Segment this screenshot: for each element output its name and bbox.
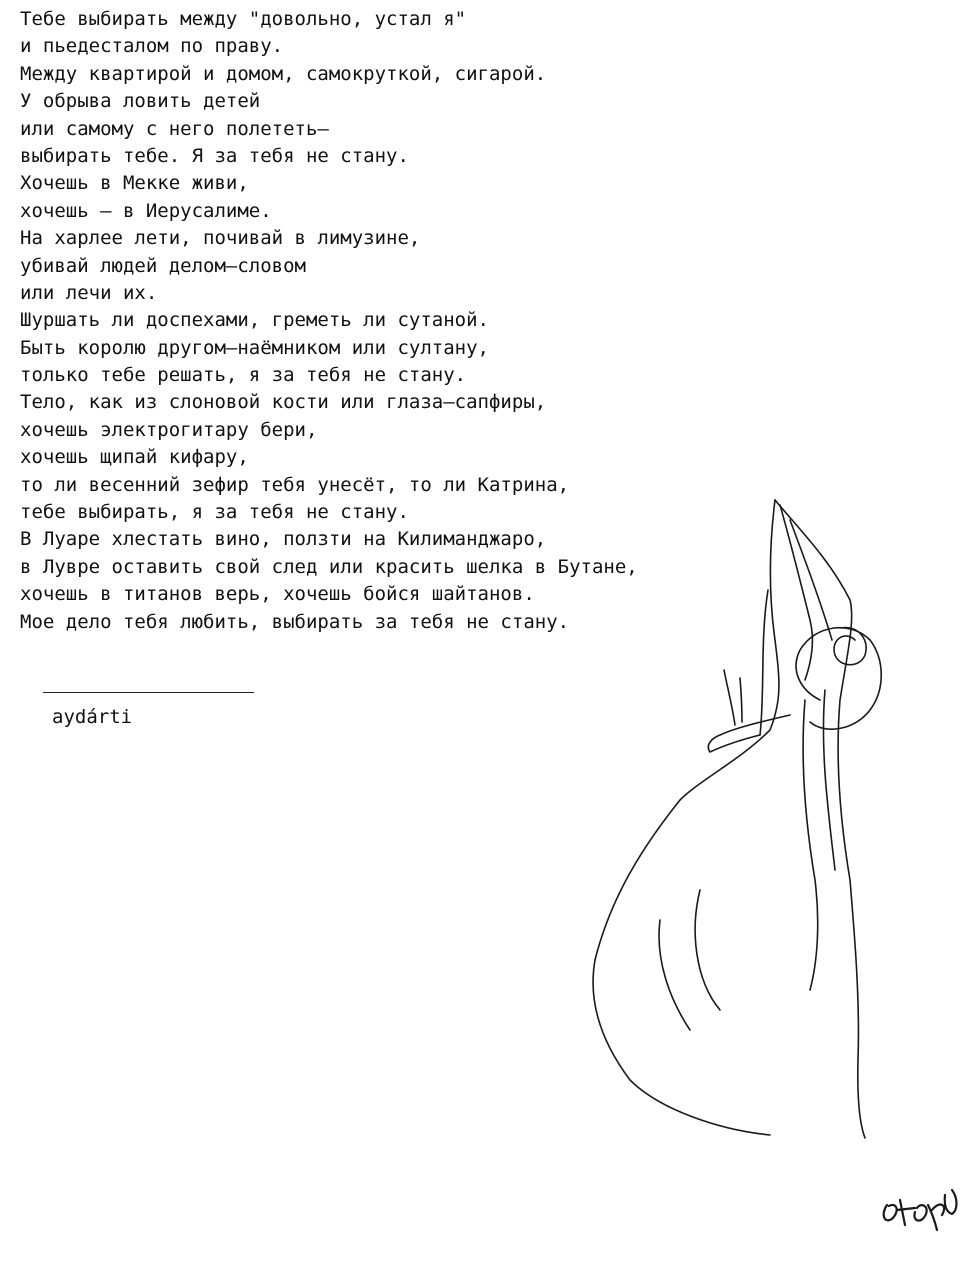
finger-joint-line-2: [823, 690, 835, 870]
poem-line: Тебе выбирать между "довольно, устал я": [20, 8, 467, 30]
poem-line: хочешь электрогитару бери,: [20, 418, 318, 441]
poem-line: хочешь в титанов верь, хочешь бойся шайтанов.: [20, 583, 535, 606]
finger-joint-line-3: [695, 890, 720, 1010]
poem-line: выбирать тебе. Я за тебя не стану.: [20, 144, 409, 167]
poem-line: Тело, как из слоновой кости или глаза–сапфиры,: [20, 391, 547, 414]
poem-line: Между квартирой и домом, самокруткой, сигарой.: [20, 62, 547, 85]
poem-line: хочешь – в Иерусалиме.: [20, 199, 272, 222]
poem-line: или самому с него полететь–: [20, 117, 329, 140]
poem-line: Хочешь в Мекке живи,: [20, 172, 249, 195]
poem-line: или лечи их.: [20, 281, 158, 304]
poem-line: тебе выбирать, я за тебя не стану.: [20, 501, 409, 524]
poem-line: В Луаре хлестать вино, ползти на Килиманджаро,: [20, 528, 547, 551]
poem-line: хочешь щипай кифару,: [20, 446, 249, 469]
snail-body: [708, 715, 790, 752]
poem-line: и пьедесталом по праву.: [20, 35, 284, 58]
poem-line: в Лувре оставить свой след или красить шелка в Бутане,: [20, 555, 638, 578]
poem-line: только тебе решать, я за тебя не стану.: [20, 364, 467, 387]
finger-joint-line-1: [803, 700, 818, 990]
poem-line: то ли весенний зефир тебя унесёт, то ли Катрина,: [20, 473, 570, 496]
snail-shell-outer: [796, 628, 881, 730]
poem-text: [20, 6, 940, 636]
finger-joint-line-4: [659, 920, 690, 1030]
poem-line: У обрыва ловить детей: [20, 90, 261, 113]
poem-line: Быть королю другом–наёмником или султану,: [20, 336, 489, 359]
poem-line: убивай людей делом–словом: [20, 254, 306, 277]
poem-line: На харлее лети, почивай в лимузине,: [20, 227, 421, 250]
snail-antenna-1: [724, 670, 735, 725]
poem-line: Мое дело тебя любить, выбирать за тебя не стану.: [20, 610, 570, 633]
poem-line: Шуршать ли доспехами, греметь ли сутаной.: [20, 309, 489, 332]
handwritten-signature: [884, 1190, 957, 1230]
signature-divider: [43, 692, 254, 693]
author-name: aydárti: [52, 706, 133, 728]
snail-antenna-2: [740, 678, 742, 722]
